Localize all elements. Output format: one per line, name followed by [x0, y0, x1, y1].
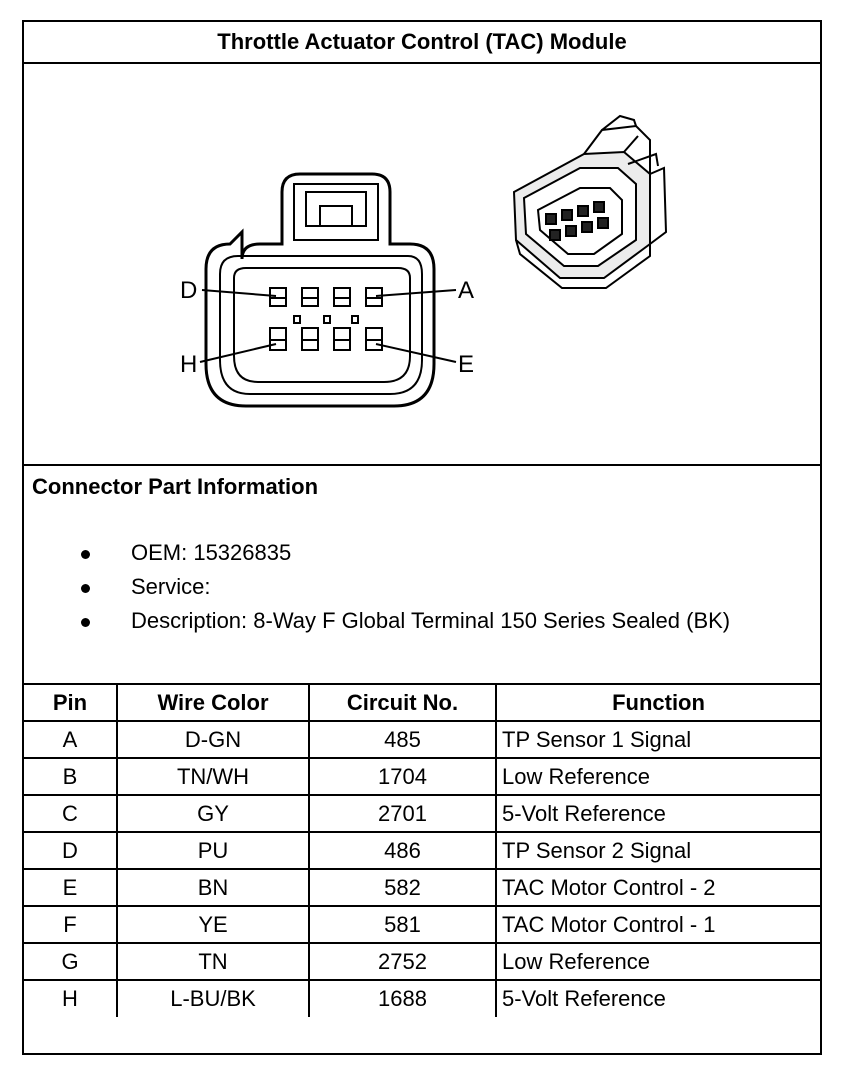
module-title: Throttle Actuator Control (TAC) Module	[24, 22, 820, 64]
wire-color-cell: TN/WH	[117, 758, 309, 795]
wire-color-cell: TN	[117, 943, 309, 980]
bullet-icon	[81, 550, 90, 559]
pin-cell: B	[24, 758, 117, 795]
circuit-cell: 1688	[309, 980, 496, 1017]
table-row	[24, 721, 820, 758]
list-item	[24, 574, 730, 608]
bullet-icon	[81, 584, 90, 593]
list-item	[24, 608, 730, 642]
header-wire-color: Wire Color	[117, 684, 309, 721]
function-cell: TAC Motor Control - 1	[496, 906, 820, 943]
header-function: Function	[496, 684, 820, 721]
table-row	[24, 758, 820, 795]
wire-color-cell: PU	[117, 832, 309, 869]
table-row	[24, 832, 820, 869]
pin-label-e: E	[458, 351, 475, 378]
table-header-row	[24, 684, 820, 721]
section-heading: Connector Part Information	[32, 474, 319, 499]
pinout-table	[24, 683, 820, 1017]
connector-diagram	[24, 64, 820, 466]
table-row	[24, 906, 820, 943]
service-part-number: Service:	[131, 574, 211, 599]
circuit-cell: 582	[309, 869, 496, 906]
table-row	[24, 980, 820, 1017]
function-cell: Low Reference	[496, 943, 820, 980]
wire-color-cell: D-GN	[117, 721, 309, 758]
pin-cell: C	[24, 795, 117, 832]
pin-cell: E	[24, 869, 117, 906]
connector-face-drawing	[24, 64, 820, 466]
pin-cell: A	[24, 721, 117, 758]
pin-label-h: H	[180, 351, 198, 378]
wire-color-cell: GY	[117, 795, 309, 832]
connector-3d-illustration	[514, 116, 666, 288]
list-item	[24, 540, 730, 574]
function-cell: 5-Volt Reference	[496, 980, 820, 1017]
connector-part-information	[24, 466, 820, 683]
pin-label-d: D	[180, 277, 198, 304]
pin-cell: H	[24, 980, 117, 1017]
part-info-list	[24, 540, 730, 642]
table-row	[24, 869, 820, 906]
oem-part-number: OEM: 15326835	[131, 540, 292, 565]
function-cell: TP Sensor 2 Signal	[496, 832, 820, 869]
header-pin: Pin	[24, 684, 117, 721]
function-cell: 5-Volt Reference	[496, 795, 820, 832]
function-cell: TAC Motor Control - 2	[496, 869, 820, 906]
table-row	[24, 795, 820, 832]
pin-cell: F	[24, 906, 117, 943]
pin-label-a: A	[458, 277, 475, 304]
wire-color-cell: L-BU/BK	[117, 980, 309, 1017]
function-cell: Low Reference	[496, 758, 820, 795]
connector-sheet	[22, 20, 822, 1055]
connector-description: Description: 8-Way F Global Terminal 150 Series Sealed (BK)	[131, 608, 731, 633]
wire-color-cell: YE	[117, 906, 309, 943]
circuit-cell: 486	[309, 832, 496, 869]
circuit-cell: 1704	[309, 758, 496, 795]
pin-cell: D	[24, 832, 117, 869]
wire-color-cell: BN	[117, 869, 309, 906]
circuit-cell: 2701	[309, 795, 496, 832]
circuit-cell: 581	[309, 906, 496, 943]
bullet-icon	[81, 618, 90, 627]
header-circuit-no: Circuit No.	[309, 684, 496, 721]
pin-cell: G	[24, 943, 117, 980]
table-row	[24, 943, 820, 980]
circuit-cell: 2752	[309, 943, 496, 980]
circuit-cell: 485	[309, 721, 496, 758]
connector-face	[200, 174, 456, 406]
function-cell: TP Sensor 1 Signal	[496, 721, 820, 758]
